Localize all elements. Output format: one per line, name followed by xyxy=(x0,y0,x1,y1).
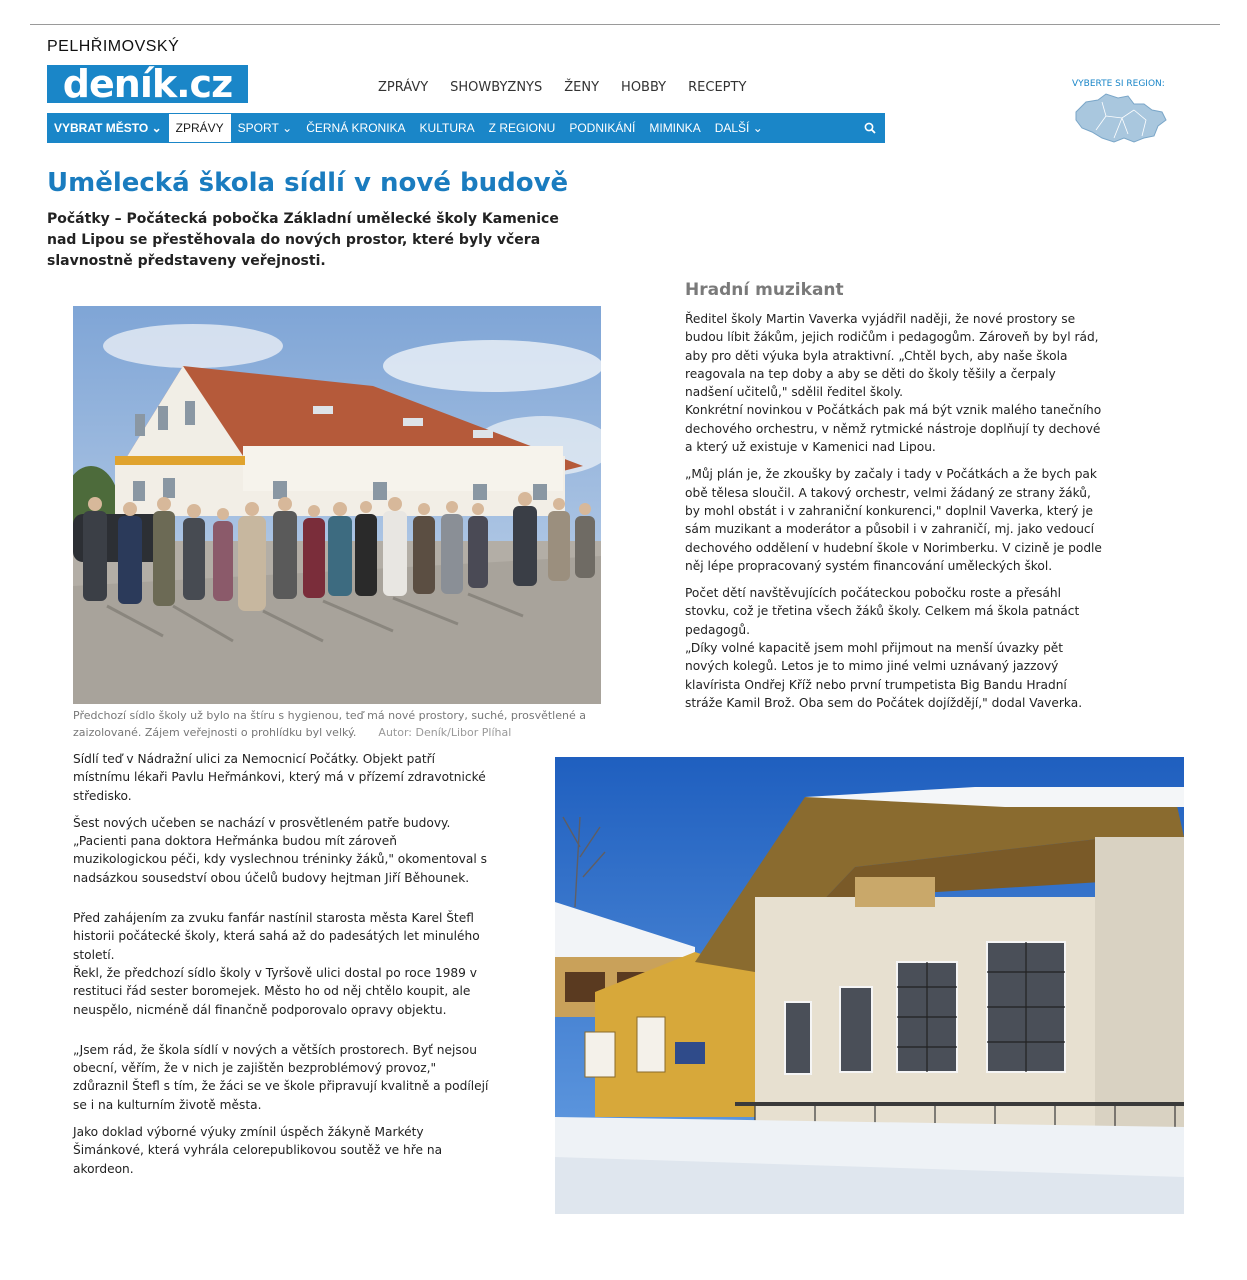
nav-label: KULTURA xyxy=(419,121,475,135)
site-logo[interactable]: deník.cz xyxy=(47,65,248,103)
article-paragraph: „Jsem rád, že škola sídlí v nových a větších prostorech. Byť nejsou obecní, věřím, že v nich je zajištěn bezproblémový provoz," zdůraznil Štefl s tím, že žáci se ve škole připravují kvalitně a podílejí se i na kulturním životě města. xyxy=(73,1042,489,1112)
nav-label: VYBRAT MĚSTO xyxy=(54,121,149,135)
article-paragraph: „Můj plán je, že zkoušky by začaly i tady v Počátkách a že bych pak obě tělesa sloučil. A takový orchestr, velmi žádaný ze strany žáků, by mohl obstát i v zahraniční konkurenci," doplnil Vaverka, který je sám muzikant a moderátor a působil i v zahraničí, mj. jako vedoucí dechového oddělení v hudební škole v Norimberku. V cizině je podle něj lépe propracovaný systém financování uměleckých škol. xyxy=(685,467,1102,573)
search-button[interactable] xyxy=(855,113,885,143)
article-paragraph: Šest nových učeben se nachází v prosvětleném patře budovy. „Pacienti pana doktora Heřmánka budou mít zároveň muzikologickou péči, kdy vyslechnou tréninky žáků," okomentoval s nadsázkou sousedství obou účelů budovy hejtman Jiří Běhounek. xyxy=(73,815,487,885)
article-right-column xyxy=(685,310,1105,721)
nav-label: ČERNÁ KRONIKA xyxy=(306,121,406,135)
top-menu-zpravy[interactable]: ZPRÁVY xyxy=(378,80,429,95)
article-paragraph: Sídlí teď v Nádražní ulici za Nemocnicí Počátky. Objekt patří místnímu lékaři Pavlu Heřmánkovi, který má v přízemí zdravotnické středisko. xyxy=(73,752,486,803)
article-title: Umělecká škola sídlí v nové budově xyxy=(47,168,569,198)
nav-dalsi[interactable] xyxy=(708,113,770,143)
main-nav xyxy=(47,113,885,143)
section-subheading: Hradní muzikant xyxy=(685,280,844,300)
nav-z-regionu[interactable] xyxy=(482,113,563,143)
top-divider xyxy=(30,24,1220,25)
nav-label: Z REGIONU xyxy=(488,121,556,135)
search-icon xyxy=(864,122,876,134)
nav-label: ZPRÁVY xyxy=(175,121,224,135)
photo-author: Autor: Deník/Libor Plíhal xyxy=(378,726,512,739)
chevron-down-icon: ⌄ xyxy=(282,121,293,135)
nav-podnikani[interactable] xyxy=(562,113,642,143)
article-lead: Počátky – Počátecká pobočka Základní umělecké školy Kamenice nad Lipou se přestěhovala do nových prostor, které byly včera slavnostně představeny veřejnosti. xyxy=(47,211,559,269)
top-menu xyxy=(378,80,746,95)
nav-label: SPORT xyxy=(237,121,279,135)
photo-caption xyxy=(73,707,593,741)
nav-zpravy[interactable] xyxy=(169,114,231,142)
article-paragraph: Jako doklad výborné výuky zmínil úspěch žákyně Markéty Šimánkové, která vyhrála celorepublikovou soutěž ve hře na akordeon. xyxy=(73,1125,443,1176)
top-menu-showbyznys[interactable]: SHOWBYZNYS xyxy=(450,80,543,95)
chevron-down-icon: ⌄ xyxy=(752,121,763,135)
article-left-column xyxy=(73,750,493,1187)
article-photo-old-building[interactable] xyxy=(555,757,1184,1214)
top-menu-recepty[interactable]: RECEPTY xyxy=(688,80,747,95)
article-photo-new-building[interactable] xyxy=(73,306,601,704)
chevron-down-icon: ⌄ xyxy=(151,121,162,135)
article-paragraph: Ředitel školy Martin Vaverka vyjádřil naději, že nové prostory se budou líbit žákům, jejich rodičům i pedagogům. Zároveň by byl rád, aby pro děti výuka byla atraktivní. „Chtěl bych, aby naše škola reagovala na tep doby a aby se děti do školy těšily a čerpaly nadšení učitelů," sdělil ředitel školy. Konkrétní novinkou v Počátkách pak má být vznik malého tanečního dechového orchestru, v němž rytmické nástroje doplňují ty dechové a který už existuje v Kamenici nad Lipou. xyxy=(685,312,1102,455)
nav-miminka[interactable] xyxy=(642,113,707,143)
top-menu-hobby[interactable]: HOBBY xyxy=(621,80,667,95)
nav-label: PODNIKÁNÍ xyxy=(569,121,636,135)
region-label: VYBERTE SI REGION: xyxy=(1072,79,1165,89)
nav-label: DALŠÍ xyxy=(714,121,750,135)
photo-caption-text: Předchozí sídlo školy už bylo na štíru s hygienou, teď má nové prostory, suché, prosvětlené a zaizolované. Zájem veřejnosti o prohlídku byl velký. xyxy=(73,709,586,739)
brand-region: PELHŘIMOVSKÝ xyxy=(47,38,180,55)
article-paragraph: Počet dětí navštěvujících počáteckou pobočku roste a přesáhl stovku, což je třetina všech žáků školy. Celkem má škola patnáct pedagogů. „Díky volné kapacitě jsem mohl přijmout na menší úvazky pět nových kolegů. Letos je to mimo jiné velmi uznávaný jazzový klavírista Ondřej Kříž nebo první trumpetista Big Bandu Hradní stráže Kamil Brož. Oba sem do Počátek dojíždějí," dodal Vaverka. xyxy=(685,586,1083,710)
nav-cerna-kronika[interactable] xyxy=(299,113,412,143)
region-map[interactable] xyxy=(1072,90,1168,146)
nav-vybrat-mesto[interactable] xyxy=(47,113,169,143)
nav-label: MIMINKA xyxy=(649,121,701,135)
article-paragraph: Před zahájením za zvuku fanfár nastínil starosta města Karel Štefl historii počátecké školy, která sahá až do padesátých let minulého století. Řekl, že předchozí sídlo školy v Tyršově ulici dostal po roce 1989 v restituci řád sester boromejek. Město ho od něj chtělo koupit, ale neuspělo, nicméně dál finančně podporovalo opravy objektu. xyxy=(73,911,480,1017)
nav-kultura[interactable] xyxy=(413,113,482,143)
top-menu-zeny[interactable]: ŽENY xyxy=(564,80,600,95)
nav-sport[interactable] xyxy=(231,113,300,143)
